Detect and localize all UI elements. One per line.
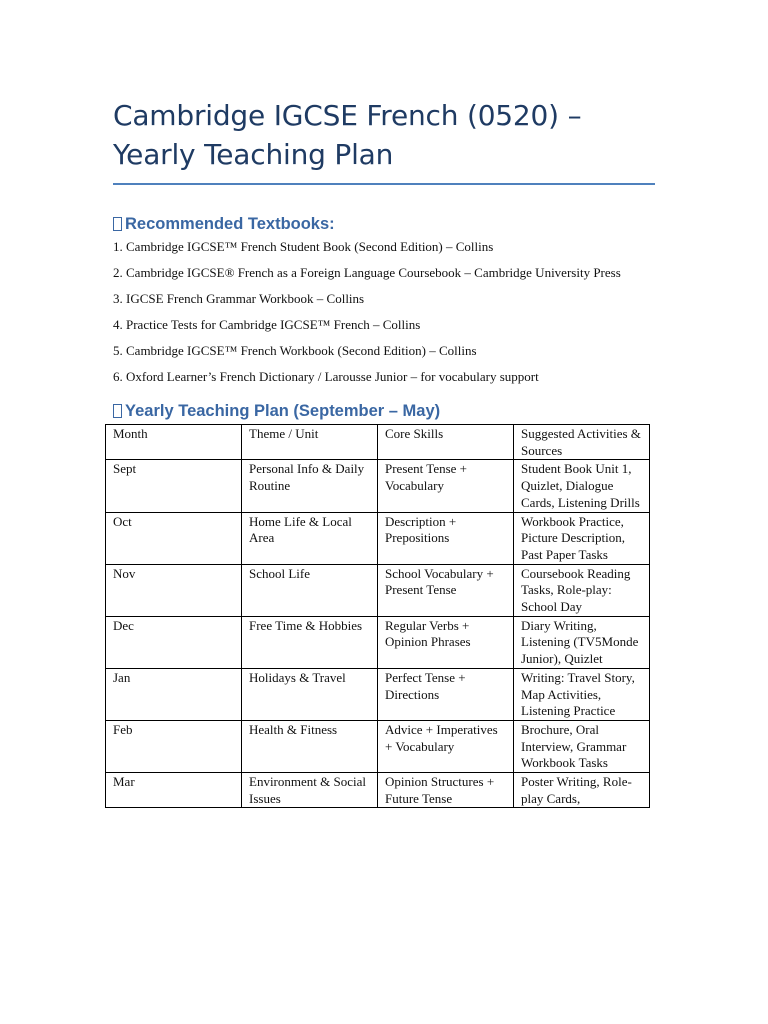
cell-theme: Personal Info & Daily Routine — [242, 460, 378, 512]
textbooks-heading-text: Recommended Textbooks: — [125, 215, 335, 233]
cell-theme: Health & Fitness — [242, 720, 378, 772]
cell-theme: School Life — [242, 564, 378, 616]
cell-theme: Free Time & Hobbies — [242, 616, 378, 668]
cell-activities: Workbook Practice, Picture Description, Past Paper Tasks — [514, 512, 650, 564]
table-row — [106, 564, 650, 616]
cell-skills: Opinion Structures + Future Tense — [378, 773, 514, 808]
cell-skills: Description + Prepositions — [378, 512, 514, 564]
cell-activities: Brochure, Oral Interview, Grammar Workbook Tasks — [514, 720, 650, 772]
table-row — [106, 616, 650, 668]
textbook-item: 3. IGCSE French Grammar Workbook – Collins — [113, 291, 365, 306]
cell-theme: Holidays & Travel — [242, 668, 378, 720]
textbook-item: 5. Cambridge IGCSE™ French Workbook (Second Edition) – Collins — [113, 343, 477, 358]
cell-theme: Home Life & Local Area — [242, 512, 378, 564]
cell-activities: Student Book Unit 1, Quizlet, Dialogue Cards, Listening Drills — [514, 460, 650, 512]
cell-month: Jan — [106, 668, 242, 720]
cell-activities: Poster Writing, Role-play Cards, — [514, 773, 650, 808]
table-header-row — [106, 425, 650, 460]
cell-skills: Perfect Tense + Directions — [378, 668, 514, 720]
header-cell-theme: Theme / Unit — [242, 425, 378, 460]
document-title: Cambridge IGCSE French (0520) – Yearly Teaching Plan — [113, 99, 582, 171]
plan-heading-text: Yearly Teaching Plan (September – May) — [125, 402, 441, 420]
cell-skills: Present Tense + Vocabulary — [378, 460, 514, 512]
calendar-emoji-icon — [113, 404, 122, 418]
cell-skills: Advice + Imperatives + Vocabulary — [378, 720, 514, 772]
plan-heading — [113, 400, 655, 422]
cell-month: Mar — [106, 773, 242, 808]
textbook-item: 4. Practice Tests for Cambridge IGCSE™ French – Collins — [113, 317, 421, 332]
header-cell-month: Month — [106, 425, 242, 460]
table-row — [106, 720, 650, 772]
textbooks-list — [113, 238, 655, 386]
title-divider — [113, 183, 655, 185]
cell-month: Oct — [106, 512, 242, 564]
cell-month: Nov — [106, 564, 242, 616]
table-row — [106, 512, 650, 564]
table-row — [106, 668, 650, 720]
cell-activities: Writing: Travel Story, Map Activities, Listening Practice — [514, 668, 650, 720]
textbook-item: 2. Cambridge IGCSE® French as a Foreign Language Coursebook – Cambridge University Press — [113, 265, 621, 280]
table-row — [106, 460, 650, 512]
cell-month: Dec — [106, 616, 242, 668]
cell-skills: Regular Verbs + Opinion Phrases — [378, 616, 514, 668]
header-cell-skills: Core Skills — [378, 425, 514, 460]
cell-skills: School Vocabulary + Present Tense — [378, 564, 514, 616]
document-page — [113, 96, 655, 808]
cell-activities: Coursebook Reading Tasks, Role-play: School Day — [514, 564, 650, 616]
books-emoji-icon — [113, 217, 122, 231]
cell-month: Feb — [106, 720, 242, 772]
textbook-item: 6. Oxford Learner’s French Dictionary / Larousse Junior – for vocabulary support — [113, 369, 539, 384]
table-row — [106, 773, 650, 808]
header-cell-activities: Suggested Activities & Sources — [514, 425, 650, 460]
cell-theme: Environment & Social Issues — [242, 773, 378, 808]
textbooks-heading — [113, 213, 655, 235]
textbook-item: 1. Cambridge IGCSE™ French Student Book (Second Edition) – Collins — [113, 239, 494, 254]
cell-month: Sept — [106, 460, 242, 512]
teaching-plan-table — [105, 424, 650, 808]
cell-activities: Diary Writing, Listening (TV5Monde Junior), Quizlet — [514, 616, 650, 668]
